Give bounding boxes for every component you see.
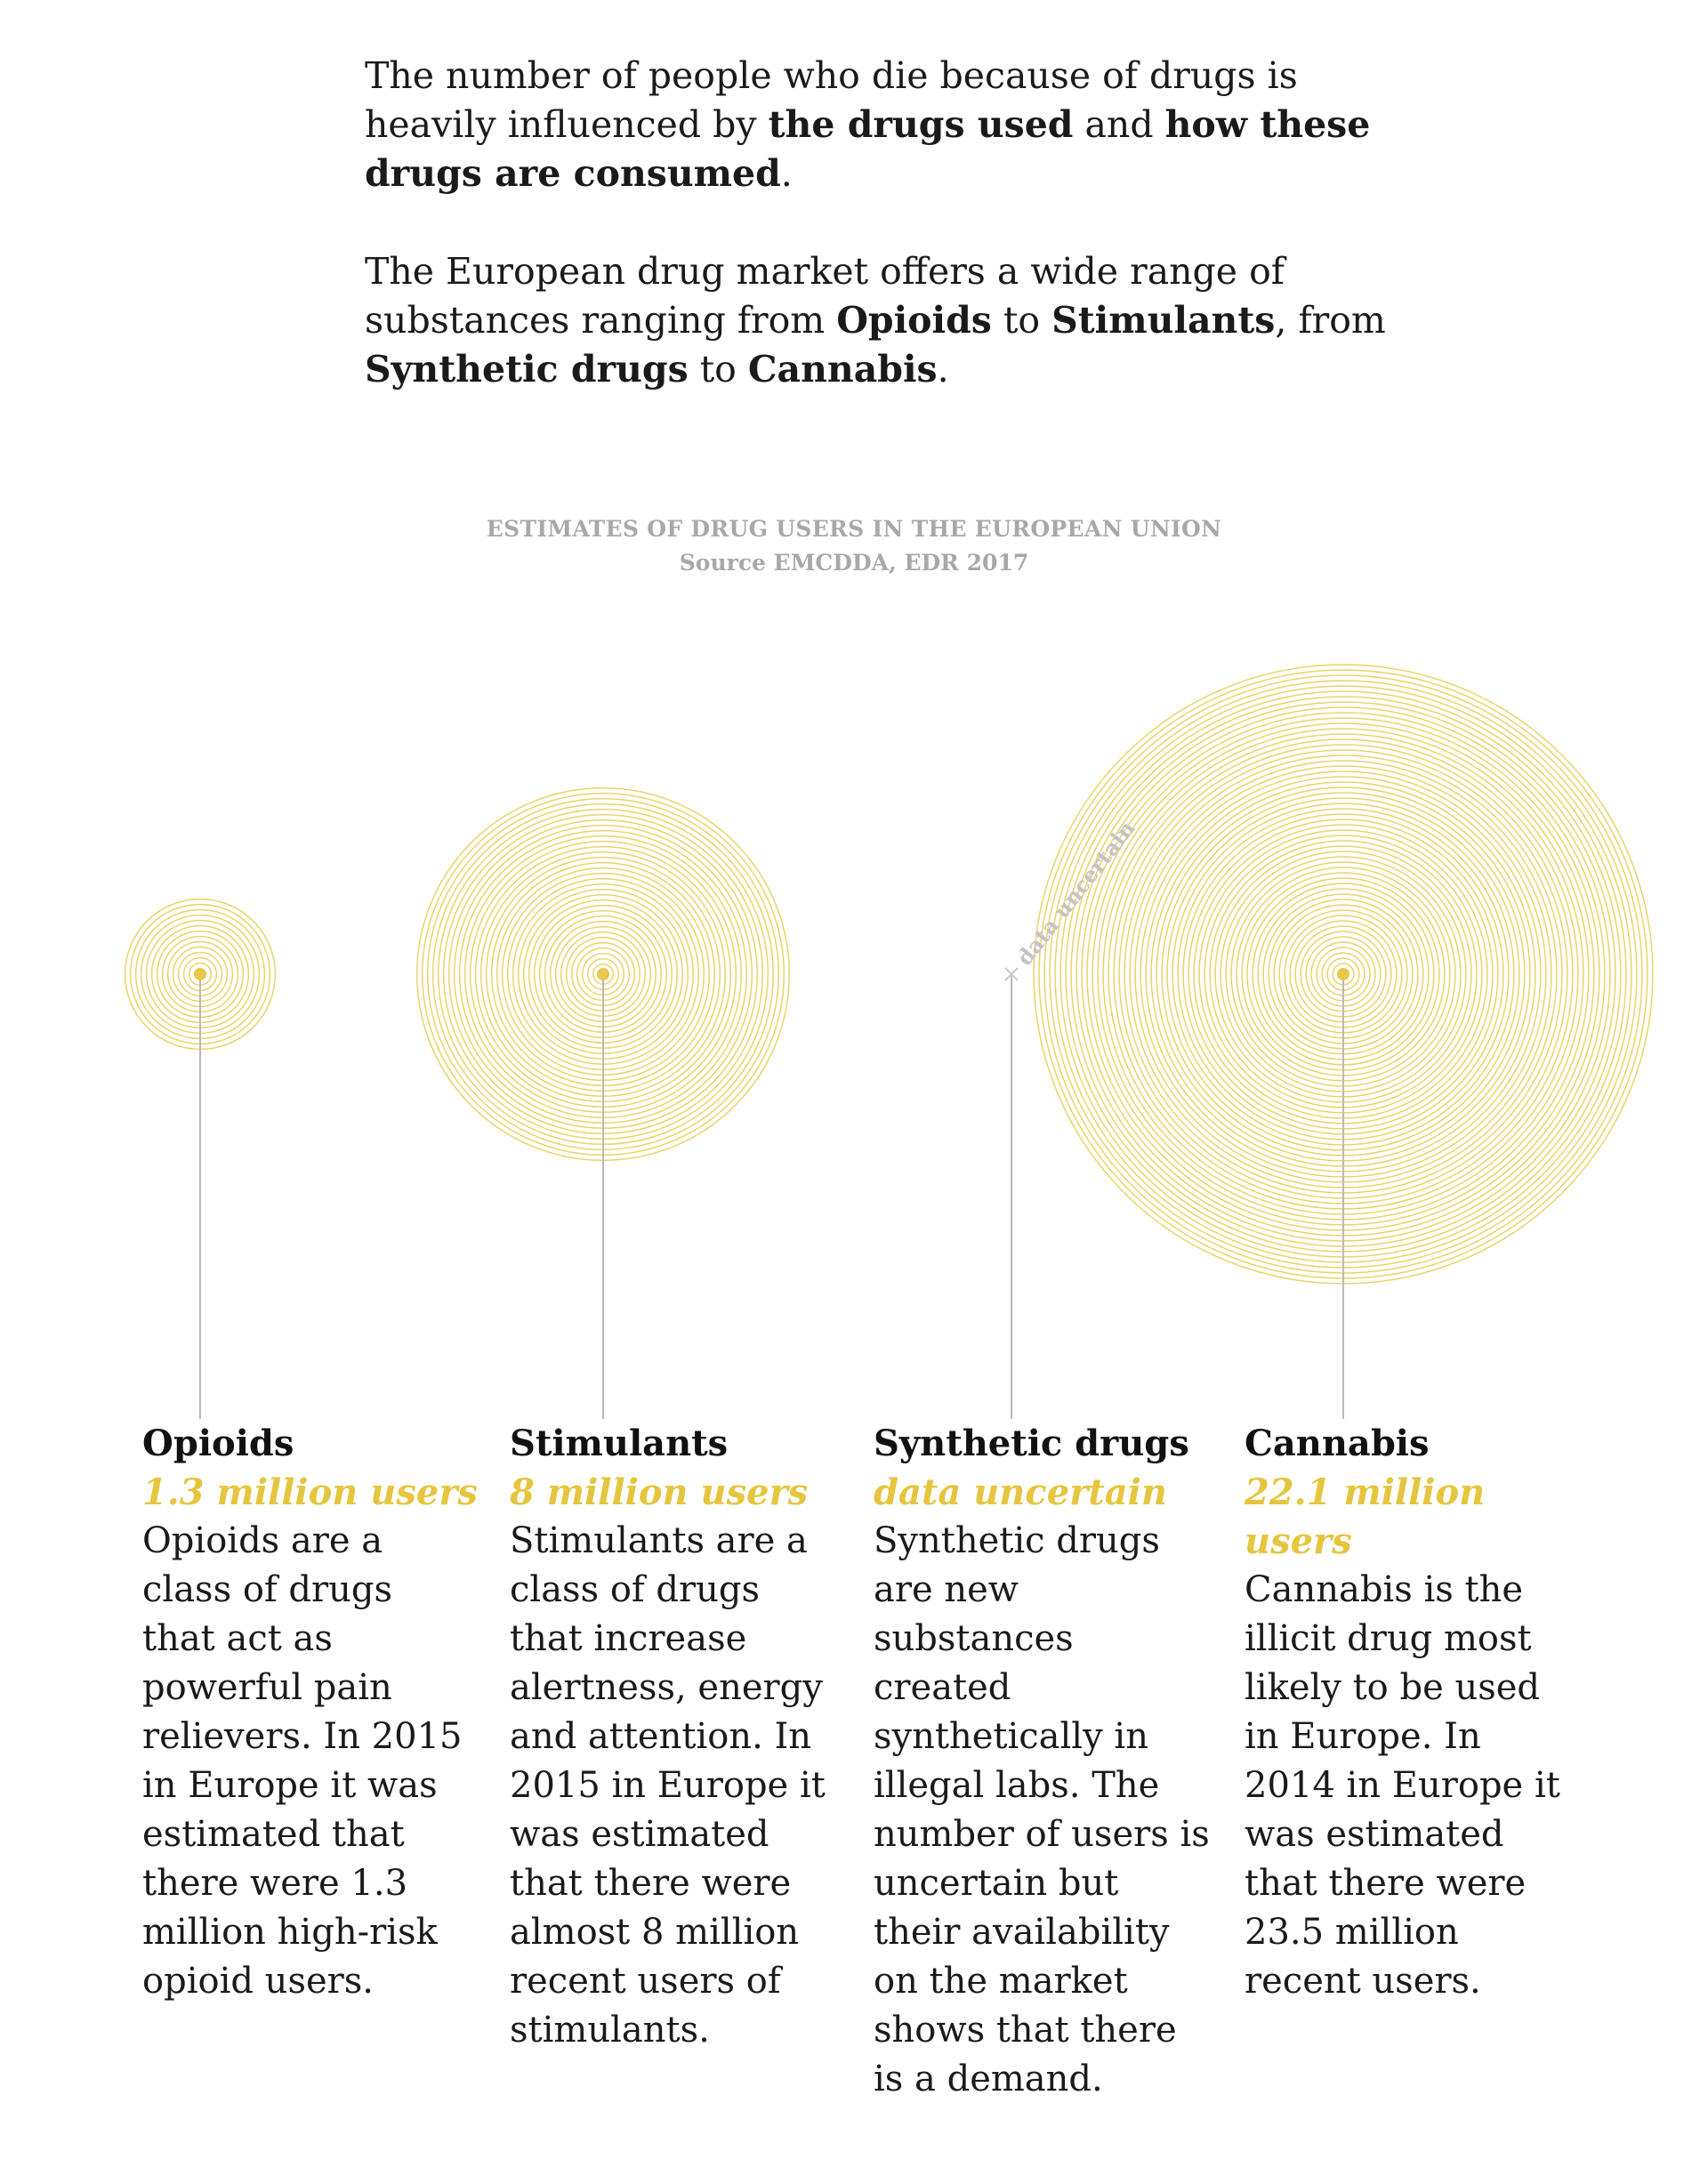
column-synthetic-drugs [874, 1419, 1212, 2104]
uncertain-label: data uncertain [1011, 815, 1140, 971]
intro-run: . [937, 348, 949, 391]
column-cannabis [1245, 1419, 1583, 2006]
bubble-center-opioids [194, 968, 206, 980]
bubble-center-cannabis [1337, 968, 1349, 980]
column-title: Opioids [142, 1422, 294, 1464]
users-label: 22.1 million users [1245, 1471, 1486, 1562]
column-title: Stimulants [510, 1422, 729, 1464]
bubble-rings-layer [125, 665, 1653, 1284]
intro-run: and [1073, 103, 1165, 146]
drug-columns [0, 1419, 1708, 2099]
intro-emphasis: Stimulants [1051, 299, 1276, 342]
intro-run: . [780, 152, 793, 195]
intro-emphasis: how these drugs are consumed [365, 103, 1371, 195]
column-description: Cannabis is the illicit drug most likely to be used in Europe. In 2014 in Europe it was estimated that there were 23.5 million recent users. [1245, 1569, 1560, 2002]
intro-emphasis: the drugs used [768, 103, 1074, 146]
chart-subtitle: Source EMCDDA, EDR 2017 [679, 550, 1029, 576]
intro-run: to [688, 348, 748, 391]
column-title: Synthetic drugs [874, 1422, 1189, 1464]
intro-emphasis: Synthetic drugs [365, 348, 689, 391]
intro-emphasis: Opioids [836, 299, 992, 342]
column-stimulants [510, 1419, 848, 2055]
column-opioids [142, 1419, 480, 2006]
column-description: Synthetic drugs are new substances created synthetically in illegal labs. The number of users is uncertain but their availability on the market shows that there is a demand. [874, 1520, 1210, 2099]
users-label: 8 million users [510, 1471, 809, 1513]
intro-run: The European drug market offers a wide range of substances ranging from [365, 250, 1285, 342]
intro-run: The number of people who die because of drugs is heavily influenced by [365, 54, 1298, 146]
users-label: 1.3 million users [142, 1471, 478, 1513]
intro-run: , from [1275, 299, 1386, 342]
intro-run: to [991, 299, 1052, 342]
column-title: Cannabis [1245, 1422, 1430, 1464]
bubble-center-stimulants [597, 968, 609, 980]
chart-title: ESTIMATES OF DRUG USERS IN THE EUROPEAN UNION [486, 516, 1222, 542]
users-label: data uncertain [874, 1471, 1167, 1513]
column-description: Opioids are a class of drugs that act as powerful pain relievers. In 2015 in Europe it was estimated that there were 1.3 million high-risk opioid users. [142, 1520, 463, 2002]
intro-emphasis: Cannabis [747, 348, 938, 391]
bubble-centers-layer [194, 968, 1349, 980]
column-description: Stimulants are a class of drugs that increase alertness, energy and attention. In 2015 in Europe it was estimated that there were almost 8 million recent users of stimulants. [510, 1520, 826, 2051]
